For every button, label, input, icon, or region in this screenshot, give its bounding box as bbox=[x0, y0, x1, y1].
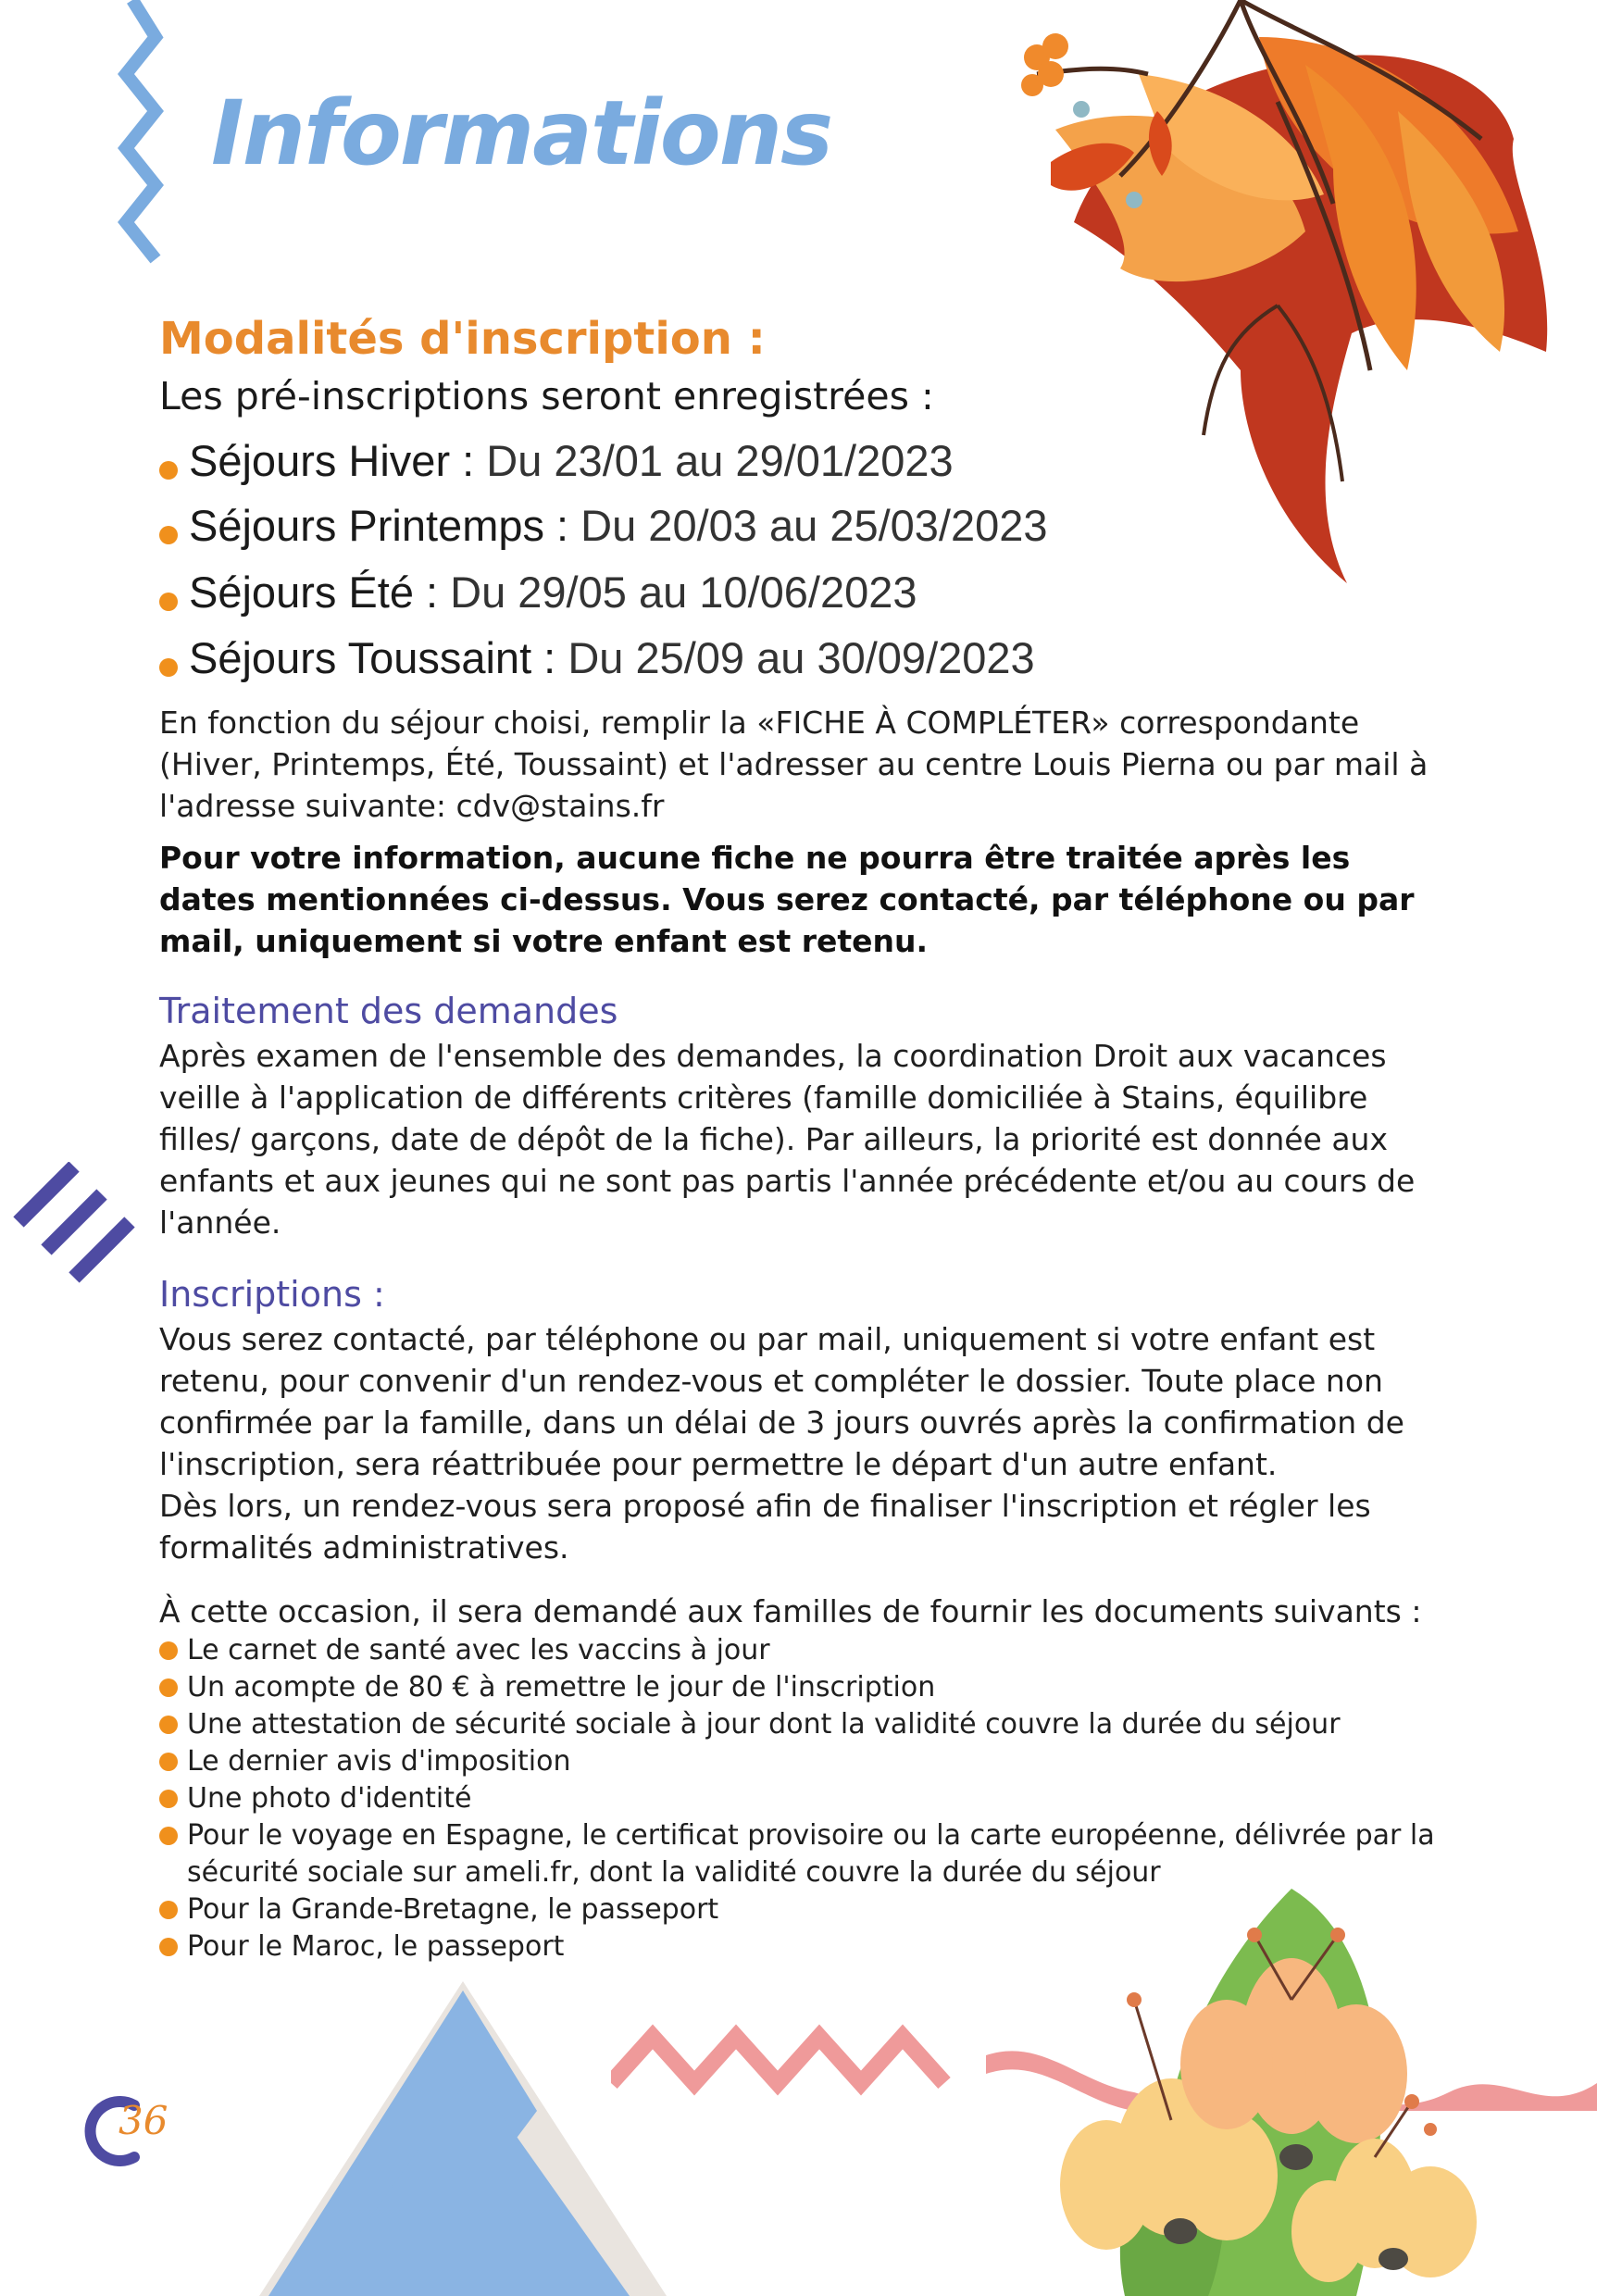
season-dates: Du 25/09 au 30/09/2023 bbox=[568, 633, 1035, 682]
list-item: Pour le voyage en Espagne, le certificat provisoire ou la carte européenne, délivrée par la sécurité sociale sur ameli.fr, dont la validité couvre la durée du séjour bbox=[159, 1817, 1474, 1891]
bullet-dot-icon bbox=[159, 658, 178, 677]
flowers-illustration bbox=[986, 1879, 1597, 2296]
season-name: Séjours Été : bbox=[189, 568, 451, 617]
blue-zigzag-decoration bbox=[109, 0, 174, 278]
autumn-leaves-illustration bbox=[1000, 0, 1597, 593]
season-dates: Du 23/01 au 29/01/2023 bbox=[486, 436, 954, 485]
bullet-dot-icon bbox=[159, 593, 178, 611]
notice-paragraph: Pour votre information, aucune fiche ne pourra être traitée après les dates mentionnées ci-dessus. Vous serez contacté, par téléphone ou par mail, uniquement si votre enfant est retenu. bbox=[159, 840, 1415, 959]
season-item-printemps bbox=[159, 500, 1048, 552]
season-name: Séjours Hiver : bbox=[189, 436, 487, 485]
season-dates: Du 29/05 au 10/06/2023 bbox=[450, 568, 917, 617]
season-item-ete bbox=[159, 567, 917, 618]
purple-stripes-decoration bbox=[9, 1162, 148, 1301]
inscriptions-followup-paragraph: Dès lors, un rendez-vous sera proposé afin de finaliser l'inscription et régler les formalités administratives. bbox=[159, 1488, 1371, 1566]
pink-zigzag-decoration bbox=[611, 2018, 954, 2102]
bullet-dot-icon bbox=[159, 526, 178, 544]
inscriptions-paragraph: Vous serez contacté, par téléphone ou par mail, uniquement si votre enfant est retenu, pour convenir d'un rendez-vous et compléter le dossier. Toute place non confirmée par la famille, dans un délai de 3 jours ouvrés après la confirmation de l'inscription, sera réattribuée pour permettre le départ d'un autre enfant. bbox=[159, 1321, 1404, 1482]
list-item: Le carnet de santé avec les vaccins à jour bbox=[159, 1632, 1474, 1669]
traitement-paragraph: Après examen de l'ensemble des demandes, la coordination Droit aux vacances veille à l'application de différents critères (famille domiciliée à Stains, équilibre filles/ garçons, date de dépôt de la fiche). Par ailleurs, la priorité est donnée aux enfants et aux jeunes qui ne sont pas partis l'année précédente et/ou au cours de l'année. bbox=[159, 1038, 1416, 1241]
season-name: Séjours Toussaint : bbox=[189, 633, 568, 682]
triangles-decoration bbox=[259, 1981, 667, 2296]
page-title: Informations bbox=[211, 81, 832, 185]
page-number: 36 bbox=[119, 2098, 168, 2143]
documents-intro: À cette occasion, il sera demandé aux familles de fournir les documents suivants : bbox=[159, 1593, 1422, 1629]
subheading-inscriptions: Inscriptions : bbox=[159, 1274, 385, 1315]
list-item: Une attestation de sécurité sociale à jour dont la validité couvre la durée du séjour bbox=[159, 1706, 1474, 1743]
bullet-dot-icon bbox=[159, 461, 178, 480]
season-item-hiver bbox=[159, 435, 954, 487]
season-dates: Du 20/03 au 25/03/2023 bbox=[580, 501, 1048, 550]
list-item: Le dernier avis d'imposition bbox=[159, 1743, 1474, 1780]
list-item: Un acompte de 80 € à remettre le jour de l'inscription bbox=[159, 1669, 1474, 1706]
section-heading-modalites: Modalités d'inscription : bbox=[159, 313, 766, 365]
subheading-traitement: Traitement des demandes bbox=[159, 991, 618, 1031]
list-item: Pour la Grande-Bretagne, le passeport bbox=[159, 1891, 1474, 1928]
list-item: Pour le Maroc, le passeport bbox=[159, 1928, 1474, 1965]
preinscription-intro: Les pré-inscriptions seront enregistrées : bbox=[159, 374, 934, 418]
season-item-toussaint bbox=[159, 632, 1035, 684]
instructions-paragraph: En fonction du séjour choisi, remplir la «FICHE À COMPLÉTER» correspondante (Hiver, Printemps, Été, Toussaint) et l'adresser au centre Louis Pierna ou par mail à l'adresse suivante: cdv@stains.fr bbox=[159, 705, 1429, 824]
season-name: Séjours Printemps : bbox=[189, 501, 581, 550]
list-item: Une photo d'identité bbox=[159, 1780, 1474, 1817]
